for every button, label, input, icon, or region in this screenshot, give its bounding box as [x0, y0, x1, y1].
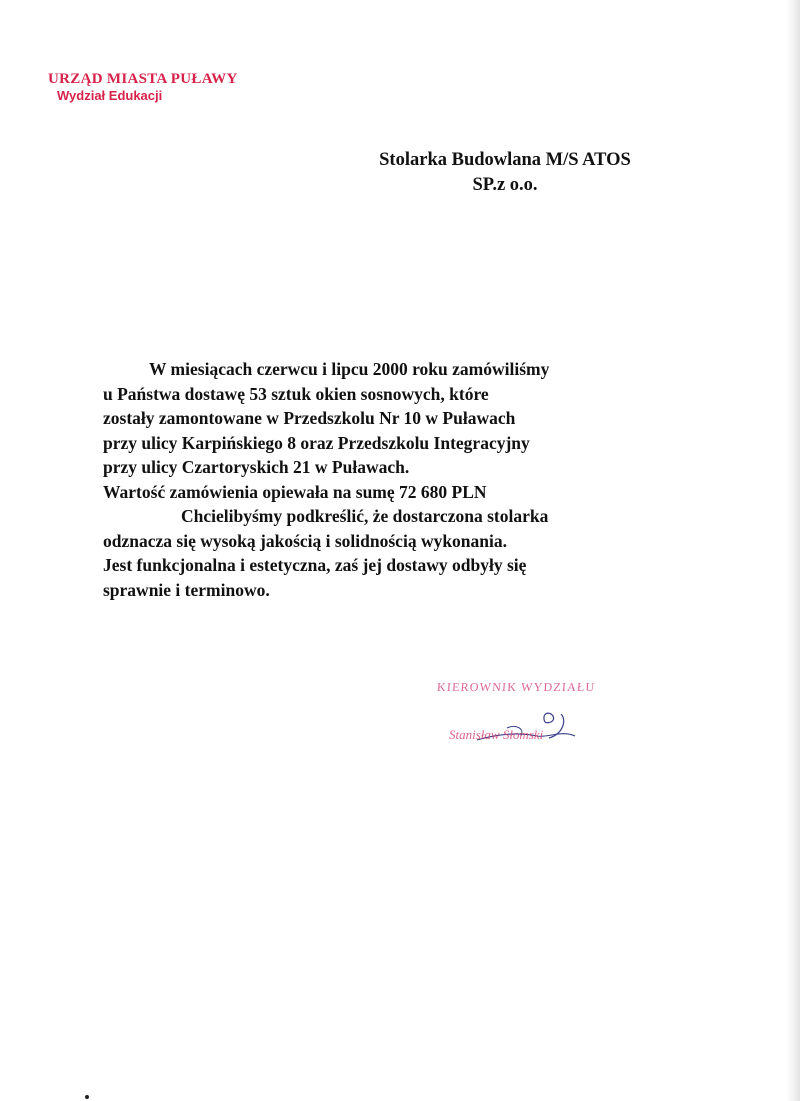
- page-edge-shadow: [786, 0, 800, 1101]
- signature-stamp-name: Stanisław Słomski: [449, 727, 544, 742]
- recipient-company-form: SP.z o.o.: [472, 175, 538, 195]
- body-line: Jest funkcjonalna i estetyczna, zaś jej dostawy odbyły się: [103, 555, 527, 575]
- signature-stamp-title: KIEROWNIK WYDZIAŁU: [436, 680, 596, 694]
- body-line: Wartość zamówienia opiewała na sumę 72 680 PLN: [103, 481, 487, 502]
- body-line: odznacza się wysoką jakością i solidnością wykonania.: [103, 530, 508, 551]
- body-line: przy ulicy Karpińskiego 8 oraz Przedszkolu Integracyjny: [103, 432, 530, 453]
- recipient-company: Stolarka Budowlana M/S ATOS: [379, 150, 631, 170]
- body-line: zostały zamontowane w Przedszkolu Nr 10 w Puławach: [103, 408, 516, 428]
- signature-stamp: [437, 680, 607, 750]
- paper-speck: [85, 1095, 89, 1099]
- sender-stamp-office: URZĄD MIASTA PUŁAWY: [48, 71, 238, 87]
- body-line: sprawnie i terminowo.: [103, 579, 270, 600]
- body-line: W miesiącach czerwcu i lipcu 2000 roku zamówiliśmy: [149, 359, 550, 379]
- body-line: u Państwa dostawę 53 sztuk okien sosnowych, które: [103, 383, 489, 404]
- sender-stamp: [48, 72, 238, 102]
- recipient-block: [355, 148, 655, 198]
- letter-body: [103, 357, 703, 602]
- sender-stamp-department: Wydział Edukacji: [57, 88, 163, 103]
- body-line: Chcielibyśmy podkreślić, że dostarczona stolarka: [181, 506, 549, 526]
- body-line: przy ulicy Czartoryskich 21 w Puławach.: [103, 457, 410, 477]
